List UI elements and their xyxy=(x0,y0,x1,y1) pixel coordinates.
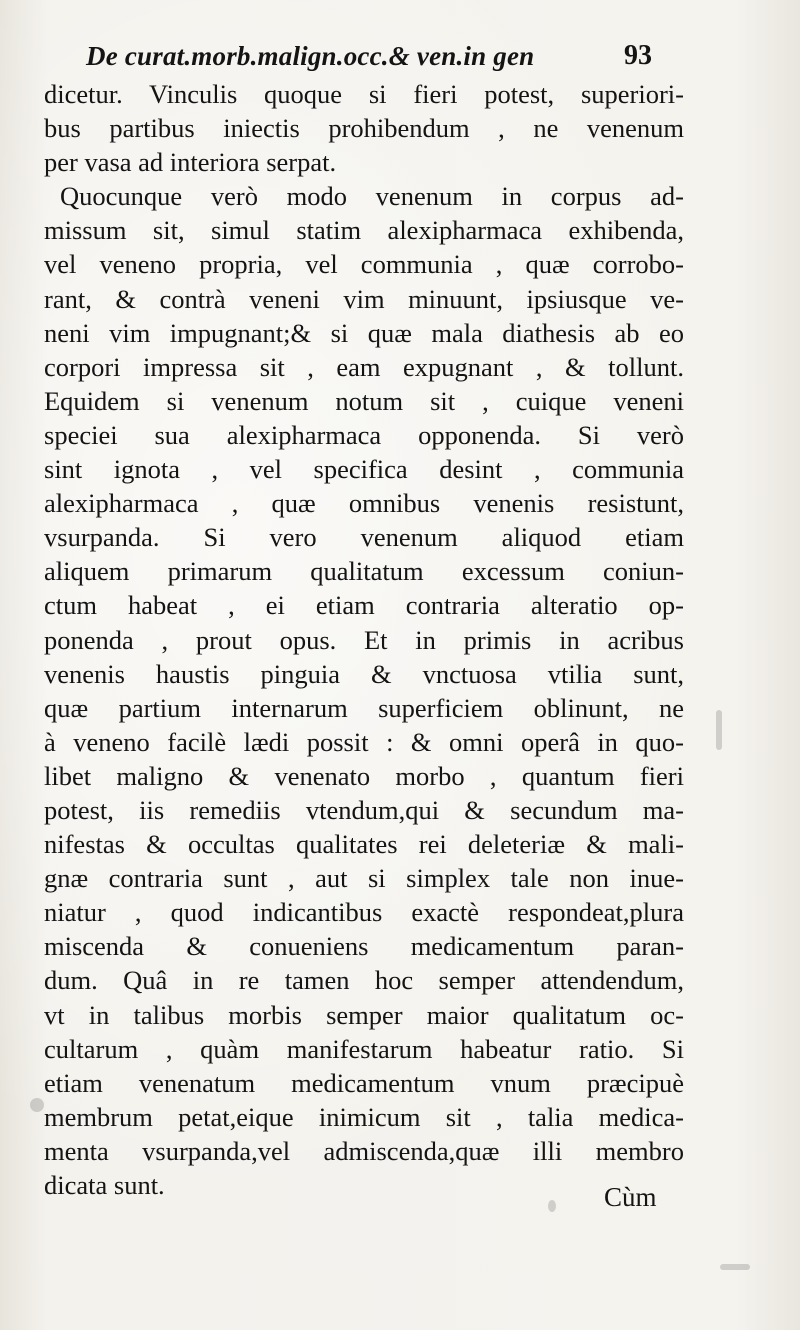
ink-smudge xyxy=(30,1098,44,1112)
text-line: dum. Quâ in re tamen hoc semper attendendum, xyxy=(44,965,684,996)
text-line: gnæ contraria sunt , aut si simplex tale non inue- xyxy=(44,863,684,894)
text-line: rant, & contrà veneni vim minuunt, ipsiusque ve- xyxy=(44,283,684,314)
text-line: à veneno facilè lædi possit : & omni operâ in quo- xyxy=(44,726,684,757)
text-line: speciei sua alexipharmaca opponenda. Si verò xyxy=(44,419,684,450)
text-line: miscenda & conueniens medicamentum paran- xyxy=(44,931,684,962)
text-line: niatur , quod indicantibus exactè respondeat,plura xyxy=(44,897,684,928)
body-text xyxy=(44,77,684,1202)
text-line: dicetur. Vinculis quoque si fieri potest, superiori- xyxy=(44,79,684,109)
text-line: vel veneno propria, vel communia , quæ corrobo- xyxy=(44,249,684,280)
text-line: ponenda , prout opus. Et in primis in acribus xyxy=(44,624,684,655)
text-line: menta vsurpanda,vel admiscenda,quæ illi membro xyxy=(44,1135,684,1166)
running-head-title: De curat.morb.malign.occ.& ven.in gen xyxy=(86,41,535,71)
text-line: aliquem primarum qualitatum excessum coniun- xyxy=(44,556,684,587)
text-line: Equidem si venenum notum sit , cuique veneni xyxy=(44,385,684,416)
text-line: per vasa ad interiora serpat. xyxy=(44,147,337,178)
ink-smudge xyxy=(716,710,722,750)
text-line: etiam venenatum medicamentum vnum præcipuè xyxy=(44,1067,684,1098)
text-line: corpori impressa sit , eam expugnant , & tollunt. xyxy=(44,351,684,382)
page-number: 93 xyxy=(624,40,652,71)
ink-smudge xyxy=(548,1200,556,1212)
text-line: vsurpanda. Si vero venenum aliquod etiam xyxy=(44,522,684,553)
text-line: quæ partium internarum superficiem oblinunt, ne xyxy=(44,692,684,723)
catchword: Cùm xyxy=(604,1182,657,1212)
text-line: neni vim impugnant;& si quæ mala diathesis ab eo xyxy=(44,317,684,348)
text-line: membrum petat,eique inimicum sit , talia medica- xyxy=(44,1101,684,1132)
text-line: cultarum , quàm manifestarum habeatur ratio. Si xyxy=(44,1033,684,1064)
text-line: alexipharmaca , quæ omnibus venenis resistunt, xyxy=(44,488,684,519)
text-line: vt in talibus morbis semper maior qualitatum oc- xyxy=(44,999,684,1030)
text-line: missum sit, simul statim alexipharmaca exhibenda, xyxy=(44,215,684,246)
text-line: libet maligno & venenato morbo , quantum fieri xyxy=(44,760,684,791)
text-line: venenis haustis pinguia & vnctuosa vtilia sunt, xyxy=(44,658,684,689)
paragraph-first-line: Quocunque verò modo venenum in corpus ad- xyxy=(60,181,684,212)
text-line: ctum habeat , ei etiam contraria alteratio op- xyxy=(44,590,684,621)
ink-smudge xyxy=(720,1264,750,1270)
text-line: sint ignota , vel specifica desint , communia xyxy=(44,454,684,485)
text-line: bus partibus iniectis prohibendum , ne venenum xyxy=(44,113,684,144)
text-line: nifestas & occultas qualitates rei deleteriæ & mali- xyxy=(44,829,684,860)
text-line: dicata sunt. xyxy=(44,1170,165,1200)
text-line: potest, iis remediis vtendum,qui & secundum ma- xyxy=(44,794,684,825)
